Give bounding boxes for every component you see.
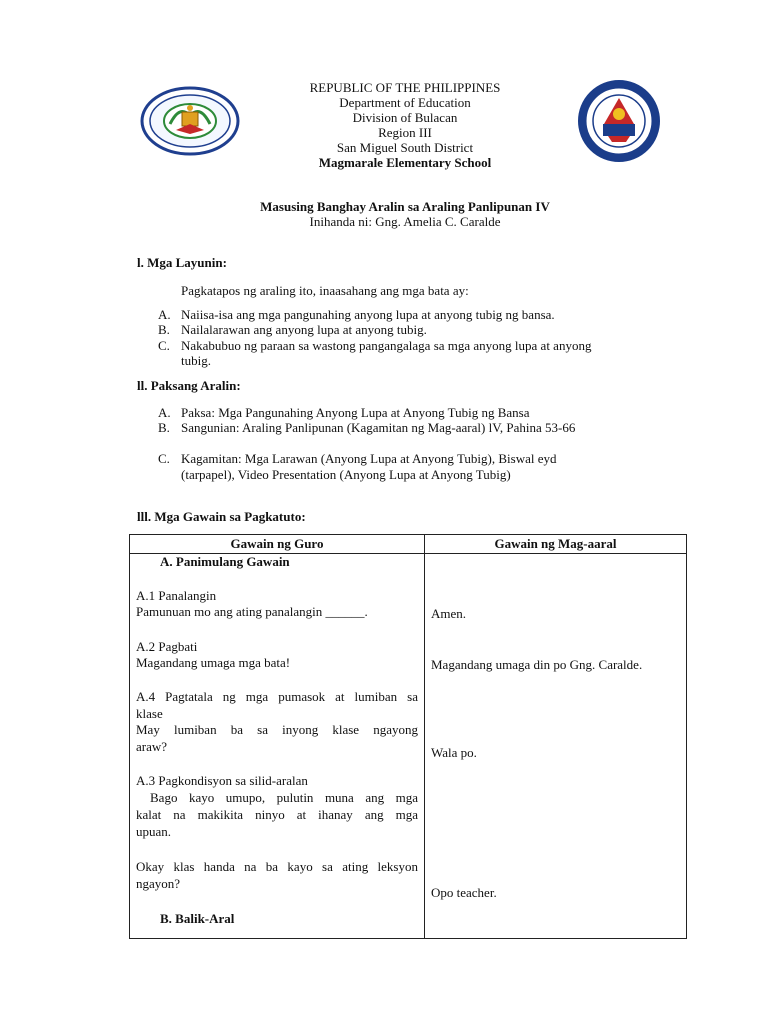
response-amen: Amen.	[431, 606, 467, 621]
part-b-heading: B. Balik-Aral	[160, 911, 235, 926]
document-header	[200, 80, 610, 170]
ready-line2: ngayon?	[136, 876, 181, 891]
a4-line1: A.4 Pagtatala ng mga pumasok at lumiban sa	[136, 689, 418, 704]
topic-label: C.	[158, 451, 170, 466]
objective-text: Naiisa-isa ang mga pangunahing anyong lupa at anyong tubig ng bansa.	[181, 307, 555, 322]
lesson-author: Inihanda ni: Gng. Amelia C. Caralde	[309, 214, 501, 229]
table-row	[130, 554, 687, 939]
objective-text-continued: tubig.	[181, 353, 211, 368]
column-header-guro: Gawain ng Guro	[130, 535, 425, 554]
objective-text: Nakabubuo ng paraan sa wastong pangangalaga sa mga anyong lupa at anyong	[181, 338, 592, 353]
topic-label: B.	[158, 420, 170, 435]
objective-text: Nailalarawan ang anyong lupa at anyong tubig.	[181, 322, 427, 337]
a3-line3: upuan.	[136, 824, 172, 839]
activities-table	[129, 534, 687, 939]
guro-cell	[130, 554, 425, 939]
a3-line1: Bago kayo umupo, pulutin muna ang mga	[150, 790, 418, 805]
a2-title: A.2 Pagbati	[136, 639, 198, 654]
objective-label: B.	[158, 322, 170, 337]
column-header-magaaral: Gawain ng Mag-aaral	[425, 535, 687, 554]
header-division: Division of Bulacan	[352, 110, 458, 125]
a2-text: Magandang umaga mga bata!	[136, 655, 291, 670]
section-2-heading: ll. Paksang Aralin:	[137, 378, 241, 393]
response-ready: Opo teacher.	[431, 885, 497, 900]
response-attendance: Wala po.	[431, 745, 477, 760]
topic-label: A.	[158, 405, 171, 420]
a3-title: A.3 Pagkondisyon sa silid-aralan	[136, 773, 308, 788]
topic-text: Kagamitan: Mga Larawan (Anyong Lupa at Anyong Tubig), Biswal eyd	[181, 451, 557, 466]
lesson-title-block	[150, 199, 660, 229]
topic-text: Paksa: Mga Pangunahing Anyong Lupa at Anyong Tubig ng Bansa	[181, 405, 530, 420]
a4-line2: klase	[136, 706, 163, 721]
header-school: Magmarale Elementary School	[318, 155, 492, 170]
objective-label: C.	[158, 338, 170, 353]
ready-line1: Okay klas handa na ba kayo sa ating leksyon	[136, 859, 418, 874]
objective-label: A.	[158, 307, 171, 322]
section-3-heading: lll. Mga Gawain sa Pagkatuto:	[137, 509, 306, 524]
a4-line4: araw?	[136, 739, 168, 754]
section-1-intro: Pagkatapos ng araling ito, inaasahang ang mga bata ay:	[181, 283, 469, 298]
table-header-row	[130, 535, 687, 554]
header-republic: REPUBLIC OF THE PHILIPPINES	[309, 80, 501, 95]
magaaral-cell	[425, 554, 687, 939]
a3-line2: kalat na makikita ninyo at ihanay ang mga	[136, 807, 418, 822]
topic-text: Sangunian: Araling Panlipunan (Kagamitan ng Mag-aaral) lV, Pahina 53-66	[181, 420, 576, 435]
header-region: Region III	[378, 125, 432, 140]
part-a-heading: A. Panimulang Gawain	[160, 554, 290, 569]
a1-title: A.1 Panalangin	[136, 588, 217, 603]
header-department: Department of Education	[339, 95, 471, 110]
a4-line3: May lumiban ba sa inyong klase ngayong	[136, 722, 418, 737]
section-1-heading: l. Mga Layunin:	[137, 255, 227, 270]
topic-text-continued: (tarpapel), Video Presentation (Anyong Lupa at Anyong Tubig)	[181, 467, 511, 482]
response-greeting: Magandang umaga din po Gng. Caralde.	[431, 657, 643, 672]
lesson-title: Masusing Banghay Aralin sa Araling Panlipunan IV	[260, 199, 550, 214]
header-district: San Miguel South District	[336, 140, 474, 155]
a1-text: Pamunuan mo ang ating panalangin ______.	[136, 604, 368, 619]
